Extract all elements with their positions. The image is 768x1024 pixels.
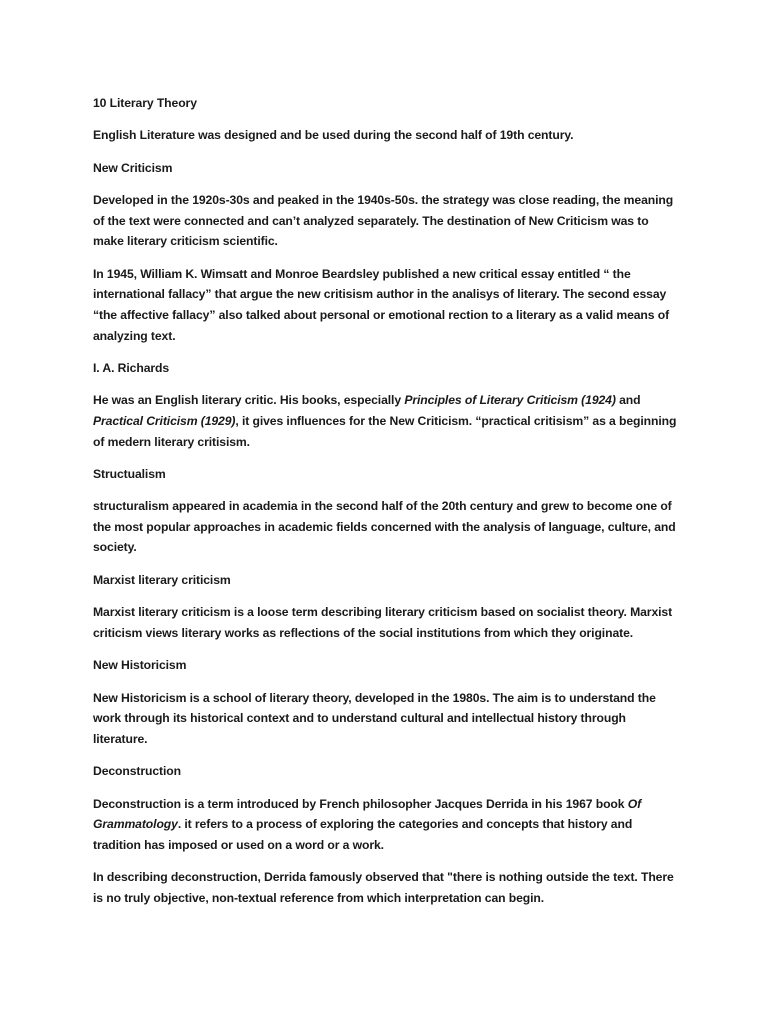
book-title-principles: Principles of Literary Criticism (1924): [404, 393, 616, 408]
new-historicism-paragraph: New Historicism is a school of literary theory, developed in the 1980s. The aim is to understand the work through its historical context and to understand cultural and intellectual history through literature.: [93, 690, 656, 746]
heading-structuralism: Structualism: [93, 466, 166, 481]
heading-marxist: Marxist literary criticism: [93, 572, 231, 587]
deconstruction-text-start: Deconstruction is a term introduced by French philosopher Jacques Derrida in his 1967 book: [93, 796, 628, 811]
deconstruction-paragraph-2: In describing deconstruction, Derrida famously observed that "there is nothing outside the text. There is no truly objective, non-textual reference from which interpretation can begin.: [93, 870, 674, 905]
heading-new-historicism: New Historicism: [93, 658, 187, 673]
book-title-grammatology: Of Grammatology: [93, 796, 642, 832]
book-title-practical: Practical Criticism (1929): [93, 413, 236, 428]
intro-paragraph: English Literature was designed and be used during the second half of 19th century.: [93, 128, 574, 143]
richards-text-and: and: [615, 393, 641, 408]
heading-richards: I. A. Richards: [93, 360, 170, 375]
document-title: 10 Literary Theory: [93, 96, 197, 110]
document-body: [93, 93, 679, 920]
deconstruction-paragraph-1: [93, 794, 679, 856]
richards-paragraph: [93, 390, 679, 452]
heading-new-criticism: New Criticism: [93, 160, 173, 175]
structuralism-paragraph: structuralism appeared in academia in the second half of the 20th century and grew to become one of the most popular approaches in academic fields concerned with the analysis of language, culture, and society.: [93, 499, 676, 555]
marxist-paragraph: Marxist literary criticism is a loose term describing literary criticism based on socialist theory. Marxist criticism views literary works as reflections of the social institutions from which they originate.: [93, 605, 673, 640]
new-criticism-paragraph-1: Developed in the 1920s-30s and peaked in the 1940s-50s. the strategy was close reading, the meaning of the text were connected and can’t analyzed separately. The destination of New Criticism was to make literary criticism scientific.: [93, 193, 674, 249]
new-criticism-paragraph-2: In 1945, William K. Wimsatt and Monroe Beardsley published a new critical essay entitled “ the international fallacy” that argue the new critisism author in the analisys of literary. The second essay “the affective fallacy” also talked about personal or emotional rection to a literary as a valid means of analyzing text.: [93, 266, 670, 343]
heading-deconstruction: Deconstruction: [93, 764, 181, 779]
richards-text-end: , it gives influences for the New Criticism. “practical critisism” as a beginning of medern literary critisism.: [93, 413, 677, 449]
richards-text-start: He was an English literary critic. His books, especially: [93, 393, 405, 408]
deconstruction-text-end: . it refers to a process of exploring the categories and concepts that history and tradition has imposed or used on a word or a work.: [93, 817, 633, 852]
